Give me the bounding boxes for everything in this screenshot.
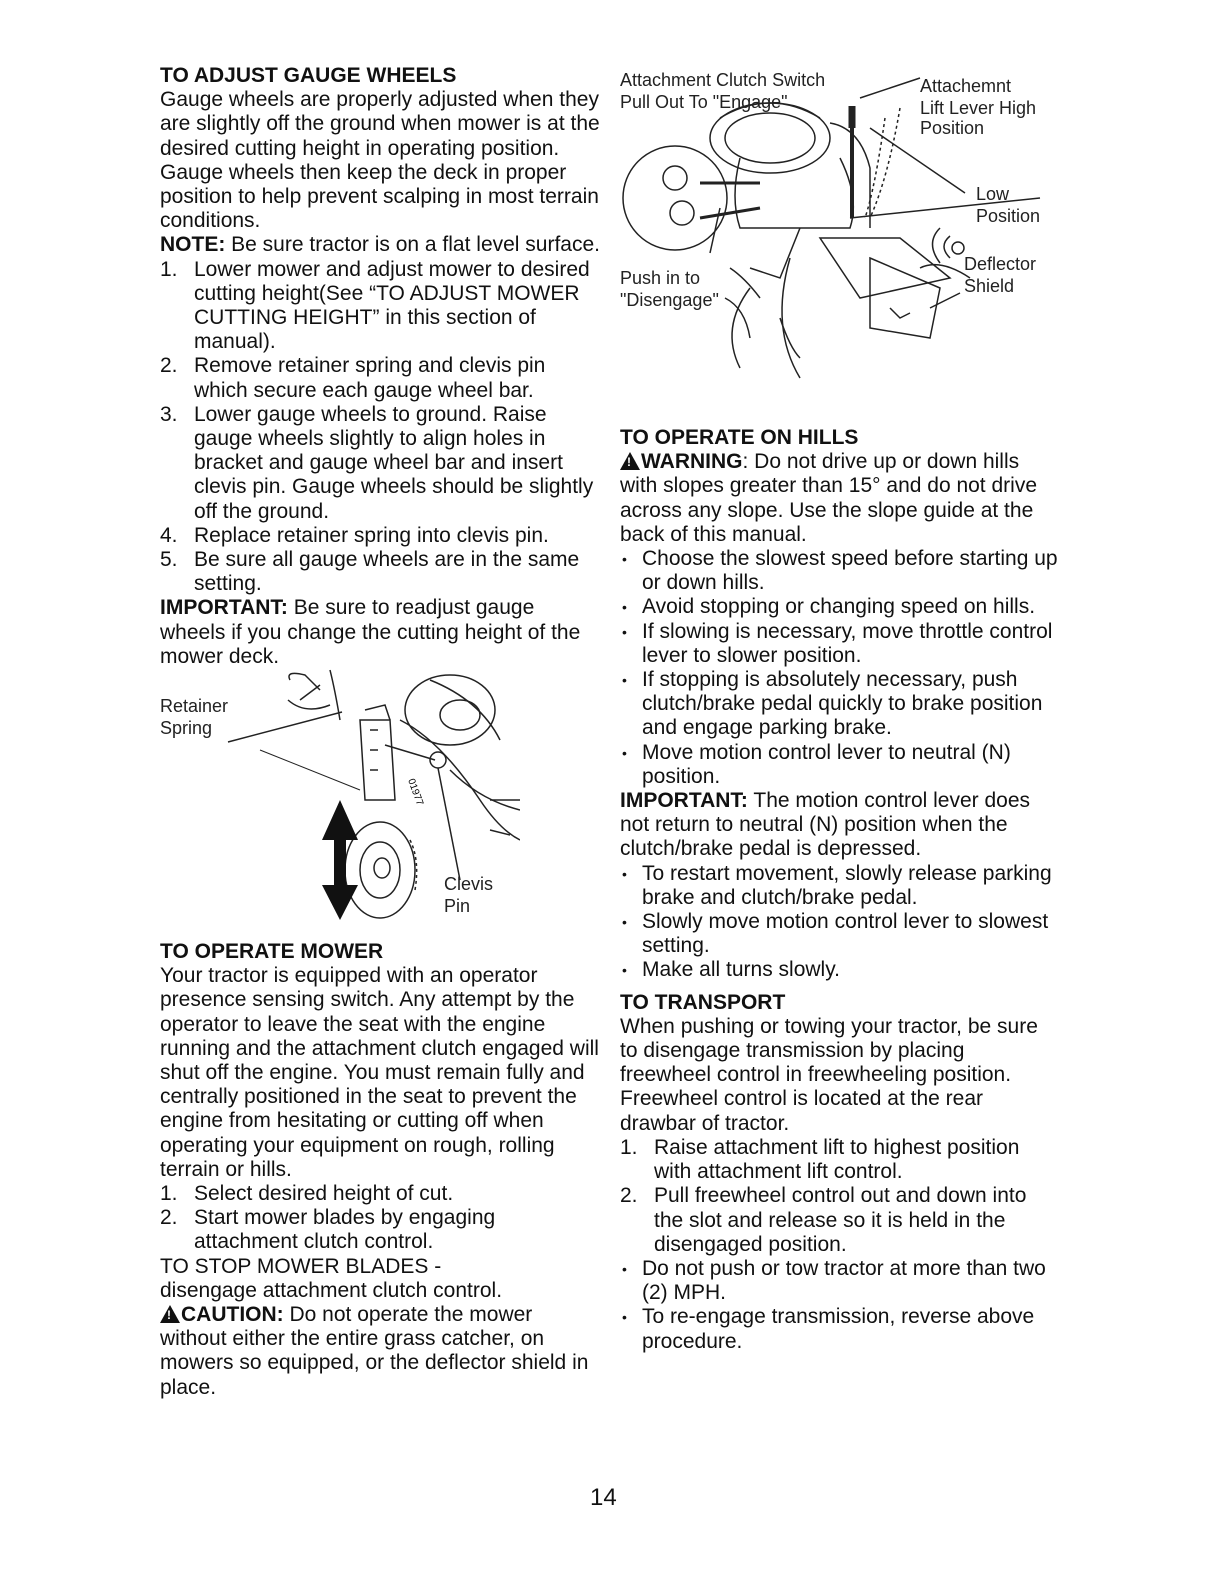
gauge-important xyxy=(160,596,600,669)
push-label-2: "Disengage" xyxy=(620,290,719,310)
stop-title: TO STOP MOWER BLADES - xyxy=(160,1254,442,1278)
step-text: Select desired height of cut. xyxy=(194,1182,454,1206)
clutch-switch-label-1: Attachment Clutch Switch xyxy=(620,70,826,90)
gauge-intro: Gauge wheels are properly adjusted when they are slightly off the ground when mower is at the desired cutting height in operating position. Gauge wheels then keep the deck in proper position to help prevent scalping in most terrain conditions. xyxy=(160,88,600,233)
retainer-label: Retainer xyxy=(160,696,229,716)
lift-label-3: Position xyxy=(920,118,985,138)
caution-label: CAUTION: xyxy=(181,1303,284,1327)
low-label-2: Position xyxy=(976,206,1041,226)
warning-triangle-icon xyxy=(620,452,640,470)
step-text: Start mower blades by engaging attachment clutch control. xyxy=(194,1206,496,1254)
stop-text: disengage attachment clutch control. xyxy=(160,1278,503,1302)
hills-bullets-2 xyxy=(620,862,1060,983)
hills-bullets xyxy=(620,547,1060,789)
step-number: 2. xyxy=(620,1184,638,1208)
list-item: • Move motion control lever to neutral (N) position. xyxy=(620,741,1060,789)
left-column xyxy=(160,64,600,669)
hills-heading: TO OPERATE ON HILLS xyxy=(620,426,859,449)
step-number: 2. xyxy=(160,1206,178,1230)
step-text: Pull freewheel control out and down into the slot and release so it is held in the disengaged position. xyxy=(654,1184,1027,1256)
list-item xyxy=(160,548,600,596)
list-item: • If stopping is absolutely necessary, push clutch/brake pedal quickly to brake position and engage parking brake. xyxy=(620,668,1060,741)
note-label: NOTE: xyxy=(160,233,226,257)
important-text: The motion control lever does not return to neutral (N) position when the clutch/brake pedal is depressed. xyxy=(620,789,1031,861)
list-item: • Choose the slowest speed before starting up or down hills. xyxy=(620,547,1060,595)
transport-bullets xyxy=(620,1257,1060,1354)
low-label-1: Low xyxy=(976,184,1010,204)
list-item: • If slowing is necessary, move throttle control lever to slower position. xyxy=(620,620,1060,668)
push-label-1: Push in to xyxy=(620,268,701,288)
important-label: IMPORTANT: xyxy=(160,596,288,620)
step-number: 1. xyxy=(160,257,178,281)
list-item: • To re-engage transmission, reverse above procedure. xyxy=(620,1305,1060,1353)
step-text: Raise attachment lift to highest position with attachment lift control. xyxy=(654,1135,1020,1184)
hills-warning xyxy=(620,450,1060,547)
transport-intro: When pushing or towing your tractor, be sure to disengage transmission by placing freewheel control in freewheeling position. Freewheel control is located at the rear drawbar of tractor. xyxy=(620,1014,1038,1135)
operate-mower-section xyxy=(160,940,600,1400)
step-text: Lower mower and adjust mower to desired cutting height(See “TO ADJUST MOWER CUTTING HEIGHT” in this section of manual). xyxy=(194,257,590,354)
list-item xyxy=(620,1184,1060,1257)
list-item xyxy=(160,258,600,355)
clutch-switch-label-2: Pull Out To "Engage" xyxy=(620,92,788,112)
step-text: Be sure all gauge wheels are in the same setting. xyxy=(194,548,580,596)
gauge-heading: TO ADJUST GAUGE WHEELS xyxy=(160,64,457,87)
list-item xyxy=(160,524,600,548)
step-text: Remove retainer spring and clevis pin which secure each gauge wheel bar. xyxy=(194,354,546,402)
transport-steps xyxy=(620,1136,1060,1257)
list-item: • Make all turns slowly. xyxy=(620,958,1060,982)
lift-label-1: Attachemnt xyxy=(920,76,1012,96)
caution-body: Do not operate the mower without either the entire grass catcher, on mowers so equipped, or the deflector shield in place. xyxy=(160,1303,589,1399)
list-item: • Avoid stopping or changing speed on hills. xyxy=(620,595,1060,619)
list-item: • To restart movement, slowly release parking brake and clutch/brake pedal. xyxy=(620,862,1060,910)
deflector-label-1: Deflector xyxy=(964,254,1037,274)
page-number: 14 xyxy=(590,1484,617,1511)
warning-body: : Do not drive up or down hills with slopes greater than 15° and do not drive across any slope. Use the slope guide at the back of this manual. xyxy=(620,450,1037,546)
list-item: • Do not push or tow tractor at more than two (2) MPH. xyxy=(620,1257,1060,1305)
part-number: 01977 xyxy=(405,777,426,808)
clevis-label: Clevis xyxy=(444,874,494,894)
step-text: Lower gauge wheels to ground. Raise gauge wheels slightly to align holes in bracket and gauge wheel bar and insert clevis pin. Gauge wheels should be slightly off the ground. xyxy=(194,402,594,523)
list-item xyxy=(160,354,600,402)
list-item: • Slowly move motion control lever to slowest setting. xyxy=(620,910,1060,958)
warning-label: WARNING xyxy=(641,450,743,474)
pin-label: Pin xyxy=(444,896,471,916)
important-text: Be sure to readjust gauge wheels if you change the cutting height of the mower deck. xyxy=(160,596,581,668)
list-item xyxy=(620,1136,1060,1184)
gauge-steps xyxy=(160,258,600,597)
step-number: 1. xyxy=(620,1135,638,1159)
important-label: IMPORTANT: xyxy=(620,789,748,813)
step-number: 4. xyxy=(160,523,178,547)
list-item xyxy=(160,1182,600,1206)
step-number: 2. xyxy=(160,354,178,378)
note-text: Be sure tractor is on a flat level surface. xyxy=(225,233,600,257)
step-text: Replace retainer spring into clevis pin. xyxy=(194,523,549,547)
gauge-wheel-figure xyxy=(160,660,520,930)
list-item xyxy=(160,1206,600,1254)
warning-triangle-icon xyxy=(160,1305,180,1323)
tractor-controls-figure xyxy=(620,68,1060,388)
step-number: 1. xyxy=(160,1182,178,1206)
operate-mower-heading: TO OPERATE MOWER xyxy=(160,940,384,963)
hills-important xyxy=(620,789,1060,862)
spring-label: Spring xyxy=(160,718,213,738)
lift-label-2: Lift Lever High xyxy=(920,98,1037,118)
transport-heading: TO TRANSPORT xyxy=(620,990,786,1014)
gauge-note xyxy=(160,233,600,257)
right-column xyxy=(620,426,1060,1354)
operate-mower-steps xyxy=(160,1182,600,1255)
caution-text xyxy=(160,1303,600,1400)
list-item xyxy=(160,403,600,524)
step-number: 5. xyxy=(160,548,178,572)
operate-mower-intro: Your tractor is equipped with an operator presence sensing switch. Any attempt by the operator to leave the seat with the engine running and the attachment clutch engaged will shut off the engine. You must remain fully and centrally positioned in the seat to prevent the engine from hesitating or cutting off when operating your equipment on rough, rolling terrain or hills. xyxy=(160,964,599,1181)
step-number: 3. xyxy=(160,402,178,426)
deflector-label-2: Shield xyxy=(964,276,1015,296)
